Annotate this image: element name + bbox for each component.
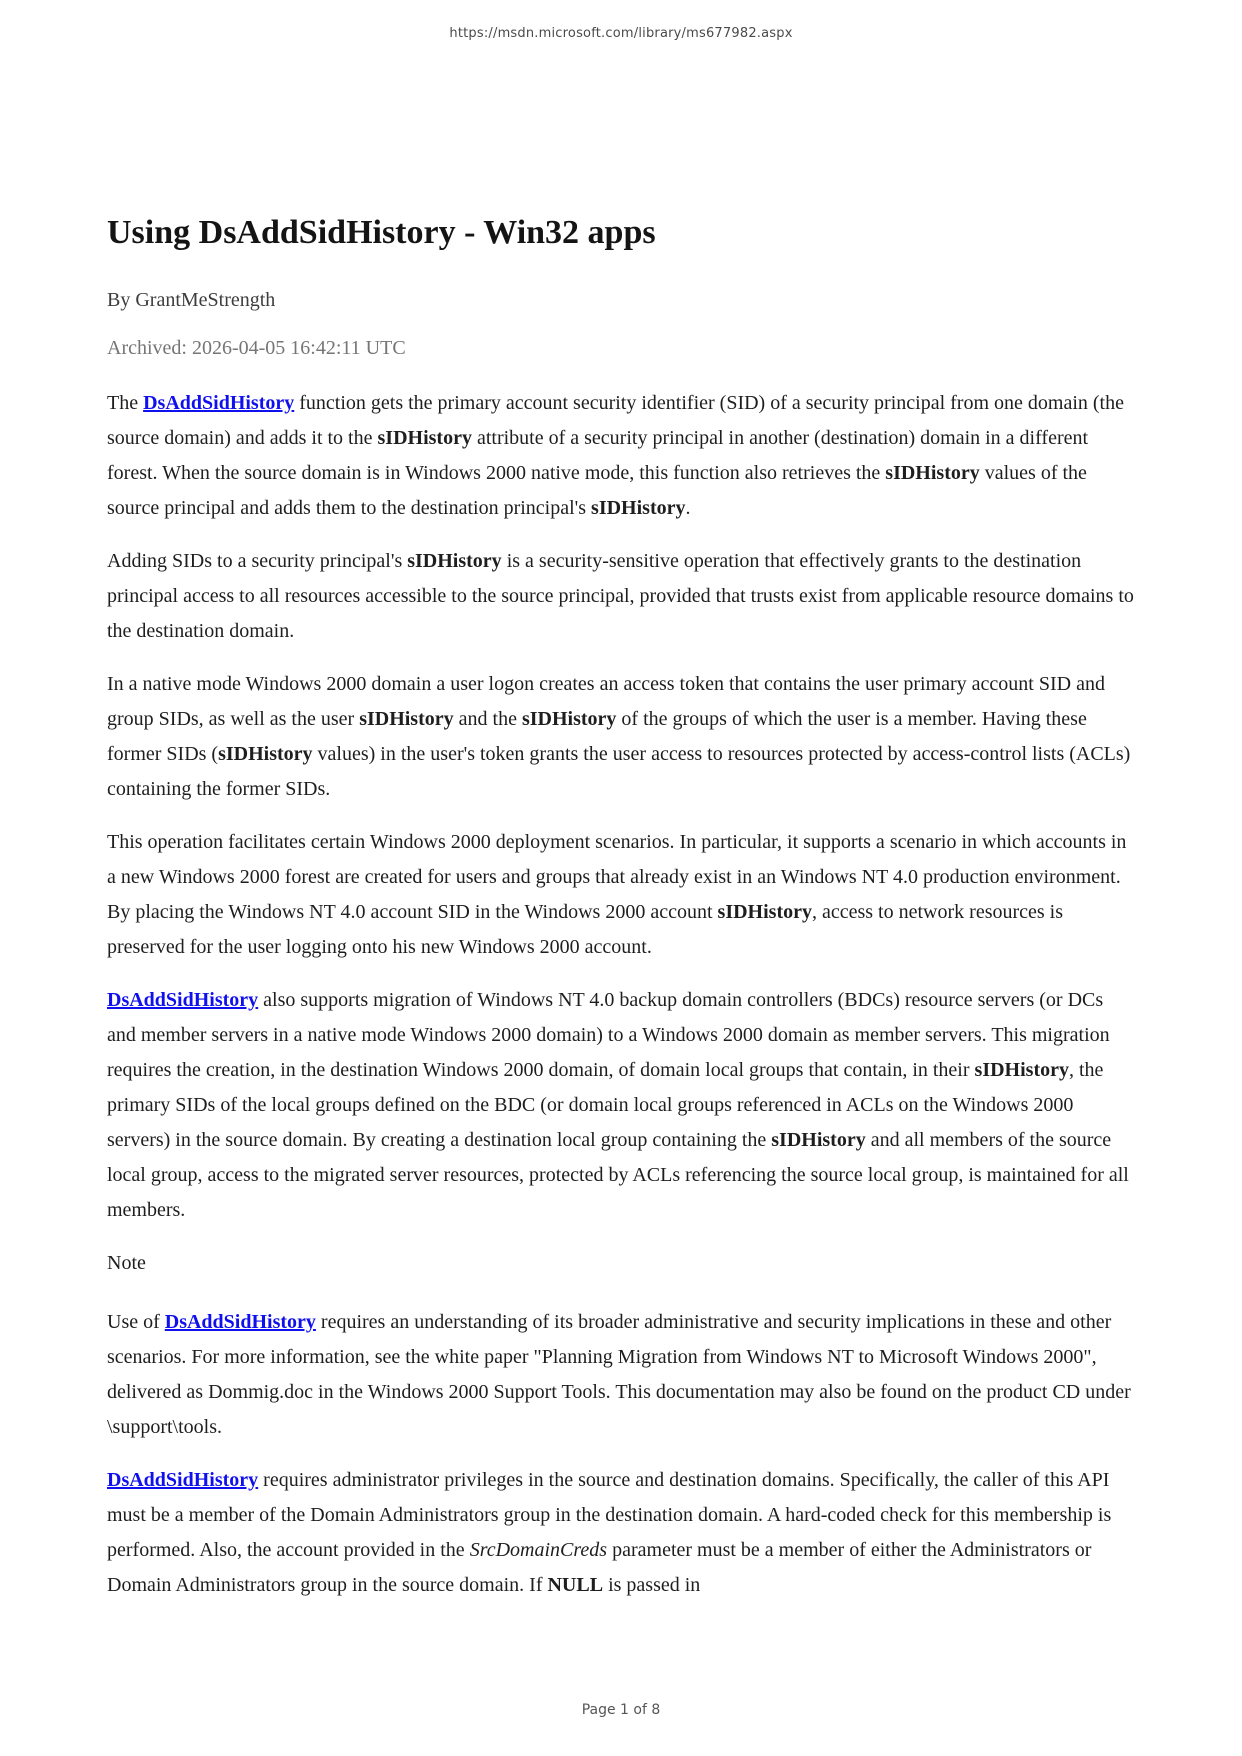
text-segment: SrcDomainCreds: [469, 1539, 608, 1561]
text-segment: requires administrator privileges in the source and destination domains. Specifically, the caller of this API must be a member of the Domain Administrators group in the destination domain. A hard-coded check for this membership is performed. Also, the account provided in the: [107, 1469, 1112, 1561]
text-segment: parameter must be a member of either the Administrators or Domain Administrators group in the source domain. If: [107, 1539, 1092, 1596]
text-segment: and the: [453, 708, 522, 730]
text-segment: attribute of a security principal in another (destination) domain in a different forest. When the source domain is in Windows 2000 native mode, this function also retrieves the: [107, 427, 1089, 484]
text-segment: , access to network resources is preserved for the user logging onto his new Windows 2000 account.: [107, 901, 1064, 958]
text-segment: values of the source principal and adds them to the destination principal's: [107, 462, 1087, 519]
archived-timestamp: Archived: 2026-04-05 16:42:11 UTC: [107, 337, 406, 359]
dsaddsidhistory-link[interactable]: DsAddSidHistory: [107, 989, 259, 1011]
text-segment: sIDHistory: [771, 1129, 866, 1151]
text-segment: sIDHistory: [717, 901, 812, 923]
article: [107, 0, 1135, 1621]
text-segment: , the primary SIDs of the local groups defined on the BDC (or domain local groups referenced in ACLs on the Windows 2000 servers) in the source domain. By creating a destination local group containing the: [107, 1059, 1104, 1151]
text-segment: NULL: [547, 1574, 604, 1596]
text-segment: sIDHistory: [359, 708, 454, 730]
text-segment: The: [107, 392, 144, 414]
paragraph: [107, 386, 1135, 526]
paragraph: [107, 983, 1135, 1228]
text-segment: sIDHistory: [521, 708, 617, 730]
text-segment: sIDHistory: [218, 743, 313, 765]
text-segment: Adding SIDs to a security principal's: [107, 550, 408, 572]
text-segment: also supports migration of Windows NT 4.0 backup domain controllers (BDCs) resource servers (or DCs and member servers in a native mode Windows 2000 domain) to a Windows 2000 domain as member servers. This migration requires the creation, in the destination Windows 2000 domain, of domain local groups that contain, in their: [107, 989, 1110, 1081]
paragraph: [107, 544, 1135, 649]
text-segment: In a native mode Windows 2000 domain a user logon creates an access token that contains the user primary account SID and group SIDs, as well as the user: [107, 673, 1105, 730]
text-segment: requires an understanding of its broader administrative and security implications in these and other scenarios. For more information, see the white paper "Planning Migration from Windows NT to Microsoft Windows 2000", delivered as Dommig.doc in the Windows 2000 Support Tools. This documentation may also be found on the product CD under \support\tools.: [107, 1311, 1131, 1438]
paragraph: [107, 1463, 1135, 1603]
text-segment: of the groups of which the user is a member. Having these former SIDs (: [107, 708, 1087, 765]
print-header-url: https://msdn.microsoft.com/library/ms677982.aspx: [449, 26, 793, 41]
text-segment: sIDHistory: [377, 427, 472, 449]
text-segment: is passed in: [603, 1574, 701, 1596]
note-label: [107, 1246, 1135, 1281]
article-body: [107, 386, 1135, 1603]
dsaddsidhistory-link[interactable]: DsAddSidHistory: [164, 1311, 316, 1333]
page-number: Page 1 of 8: [581, 1702, 661, 1718]
text-segment: sIDHistory: [974, 1059, 1069, 1081]
text-segment: values) in the user's token grants the user access to resources protected by access-control lists (ACLs) containing the former SIDs.: [107, 743, 1131, 800]
text-segment: .: [685, 497, 691, 519]
byline: By GrantMeStrength: [107, 289, 276, 311]
text-segment: and all members of the source local group, access to the migrated server resources, protected by ACLs referencing the source local group, is maintained for all members.: [107, 1129, 1129, 1221]
paragraph: [107, 825, 1135, 965]
dsaddsidhistory-link[interactable]: DsAddSidHistory: [143, 392, 295, 414]
paragraph: [107, 667, 1135, 807]
text-segment: sIDHistory: [591, 497, 686, 519]
page-title: Using DsAddSidHistory - Win32 apps: [107, 214, 656, 251]
text-segment: Use of: [107, 1311, 165, 1333]
paragraph: [107, 1305, 1135, 1445]
text-segment: function gets the primary account security identifier (SID) of a security principal from one domain (the source domain) and adds it to the: [107, 392, 1124, 449]
text-segment: sIDHistory: [407, 550, 502, 572]
dsaddsidhistory-link[interactable]: DsAddSidHistory: [107, 1469, 259, 1491]
text-segment: sIDHistory: [885, 462, 980, 484]
text-segment: Note: [107, 1252, 146, 1274]
text-segment: is a security-sensitive operation that effectively grants to the destination principal access to all resources accessible to the source principal, provided that trusts exist from applicable resource domains to the destination domain.: [107, 550, 1134, 642]
text-segment: This operation facilitates certain Windows 2000 deployment scenarios. In particular, it supports a scenario in which accounts in a new Windows 2000 forest are created for users and groups that already exist in an Windows NT 4.0 production environment. By placing the Windows NT 4.0 account SID in the Windows 2000 account: [107, 831, 1127, 923]
